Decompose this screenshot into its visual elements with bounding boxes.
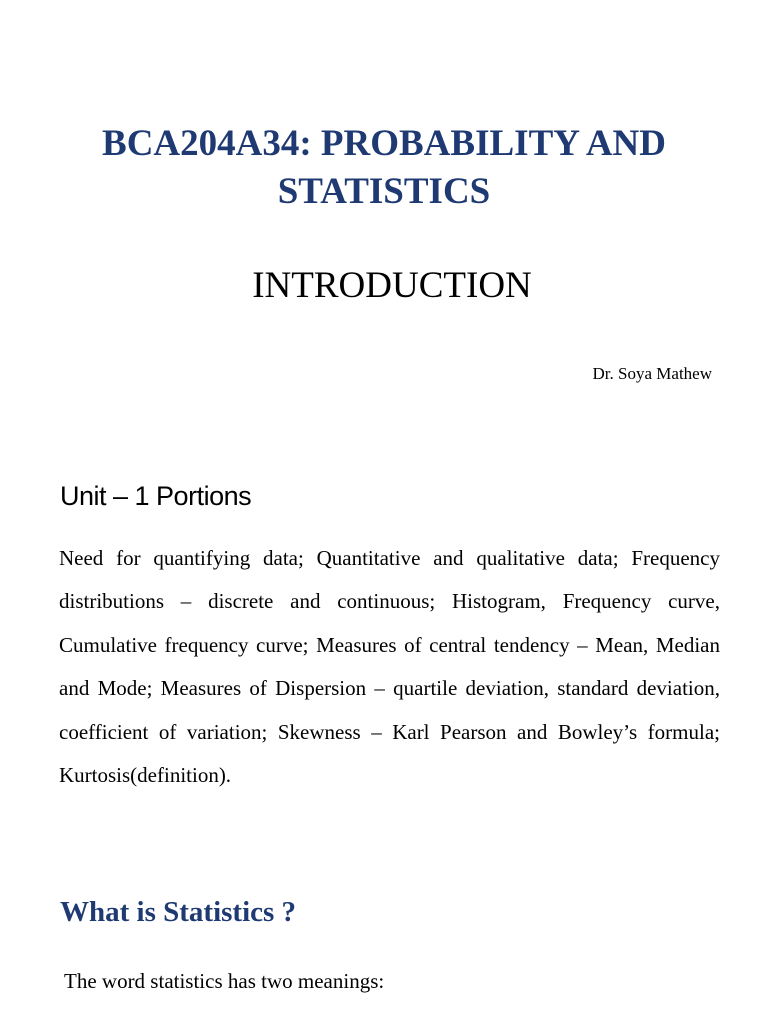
cropped-next-line	[72, 1018, 732, 1024]
syllabus-text: Need for quantifying data; Quantitative and qualitative data; Frequency distributions – discrete and continuous; Histogram, Frequency curve, Cumulative frequency curve; Measures of central tendency – Mean, Median and Mode; Measures of Dispersion – quartile deviation, standard deviation, coefficient of variation; Skewness – Karl Pearson and Bowley’s formula; Kurtosis(definition).	[59, 546, 720, 788]
author-name: Dr. Soya Mathew	[592, 364, 712, 383]
slide-subtitle: INTRODUCTION	[252, 265, 532, 306]
what-is-statistics-heading: What is Statistics ?	[60, 896, 297, 928]
meanings-intro-text: The word statistics has two meanings:	[64, 969, 385, 993]
course-title: BCA204A34: PROBABILITY AND STATISTICS	[102, 123, 666, 212]
unit-heading: Unit – 1 Portions	[60, 481, 252, 511]
